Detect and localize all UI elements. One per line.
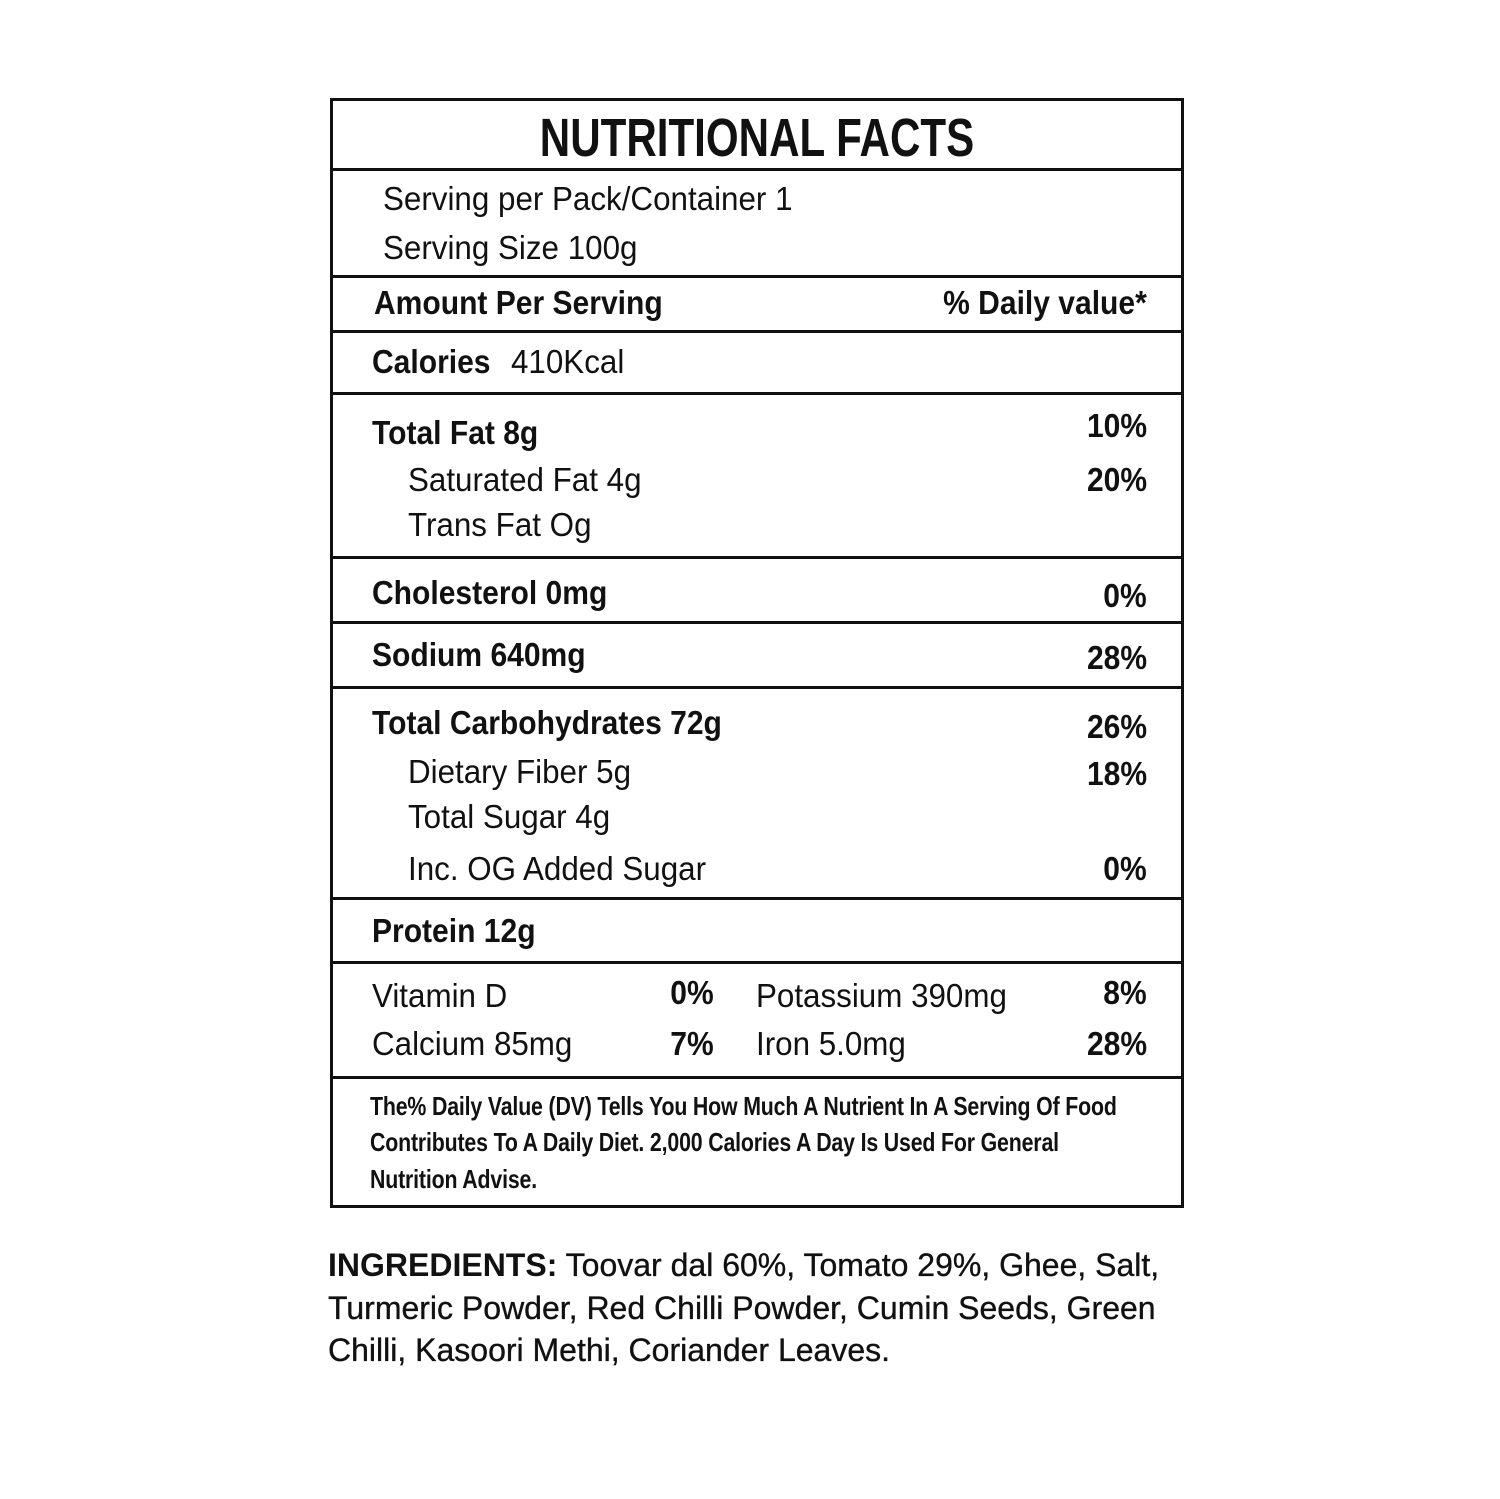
ingredients-label: INGREDIENTS:: [328, 1247, 558, 1283]
iron-dv: 28%: [1086, 1025, 1147, 1062]
vitamin-d-dv: 0%: [670, 974, 714, 1011]
label-title: NUTRITIONAL FACTS: [539, 108, 975, 168]
ingredients-text: Toovar dal 60%, Tomato 29%, Ghee, Salt,: [565, 1247, 1160, 1283]
sodium-dv: 28%: [1086, 639, 1147, 676]
servings-per-pack: Serving per Pack/Container 1: [383, 180, 793, 217]
dietary-fiber-label: Dietary Fiber 5g: [408, 753, 632, 790]
ingredients-line: Turmeric Powder, Red Chilli Powder, Cumin Seeds, Green: [328, 1290, 1156, 1326]
serving-size: Serving Size 100g: [383, 229, 638, 266]
cholesterol-label: Cholesterol 0mg: [372, 574, 608, 611]
calcium-dv: 7%: [670, 1025, 714, 1062]
calcium-label: Calcium 85mg: [372, 1025, 573, 1062]
protein-label: Protein 12g: [372, 912, 536, 949]
total-sugar-label: Total Sugar 4g: [408, 798, 611, 835]
total-fat-label: Total Fat 8g: [372, 414, 539, 451]
potassium-label: Potassium 390mg: [756, 977, 1007, 1014]
total-carbs-dv: 26%: [1086, 708, 1147, 745]
ingredients-line: Chilli, Kasoori Methi, Coriander Leaves.: [328, 1332, 891, 1368]
total-carbs-label: Total Carbohydrates 72g: [372, 704, 722, 741]
calories-label: Calories: [372, 343, 491, 380]
saturated-fat-dv: 20%: [1086, 461, 1147, 498]
added-sugar-label: Inc. OG Added Sugar: [408, 850, 707, 887]
added-sugar-dv: 0%: [1103, 850, 1147, 887]
amount-per-serving-header: Amount Per Serving: [374, 284, 663, 321]
calories-value: 410Kcal: [511, 343, 625, 380]
daily-value-header: % Daily value*: [943, 284, 1147, 321]
saturated-fat-label: Saturated Fat 4g: [408, 461, 642, 498]
vitamin-d-label: Vitamin D: [372, 977, 508, 1014]
total-fat-dv: 10%: [1086, 407, 1147, 444]
footnote-line: Nutrition Advise.: [370, 1164, 537, 1194]
potassium-dv: 8%: [1103, 974, 1147, 1011]
dietary-fiber-dv: 18%: [1086, 755, 1147, 792]
ingredients-line: [328, 1246, 1159, 1284]
trans-fat-label: Trans Fat Og: [408, 506, 592, 543]
footnote-line: The% Daily Value (DV) Tells You How Much A Nutrient In A Serving Of Food: [370, 1091, 1117, 1121]
iron-label: Iron 5.0mg: [756, 1025, 906, 1062]
sodium-label: Sodium 640mg: [372, 636, 586, 673]
cholesterol-dv: 0%: [1103, 577, 1147, 614]
footnote-line: Contributes To A Daily Diet. 2,000 Calories A Day Is Used For General: [370, 1127, 1059, 1157]
